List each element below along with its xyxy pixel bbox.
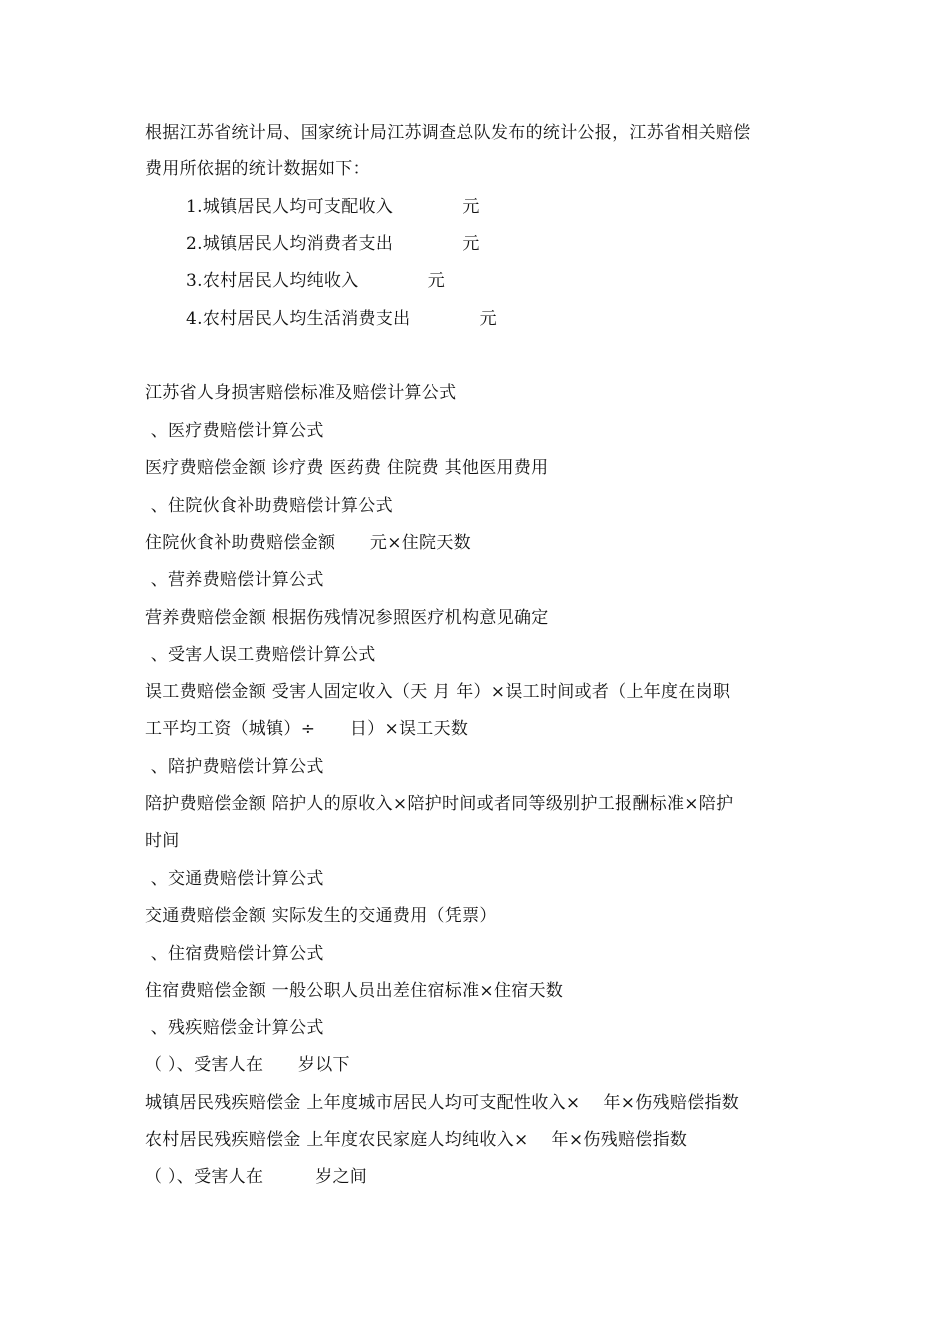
intro-line-1: 根据江苏省统计局、国家统计局江苏调查总队发布的统计公报，江苏省相关赔偿 bbox=[145, 123, 751, 143]
section-line: 、交通费赔偿计算公式 bbox=[145, 869, 324, 889]
stat-item-urban-income: 1.城镇居民人均可支配收入 元 bbox=[186, 197, 480, 217]
section-line: 陪护费赔偿金额 陪护人的原收入×陪护时间或者同等级别护工报酬标准×陪护 bbox=[145, 794, 734, 814]
section-line: 、残疾赔偿金计算公式 bbox=[145, 1018, 324, 1038]
section-line: 交通费赔偿金额 实际发生的交通费用（凭票） bbox=[145, 906, 497, 926]
section-line: 、医疗费赔偿计算公式 bbox=[145, 421, 324, 441]
section-line: 农村居民残疾赔偿金 上年度农民家庭人均纯收入× 年×伤残赔偿指数 bbox=[145, 1130, 688, 1150]
section-line: 、陪护费赔偿计算公式 bbox=[145, 757, 324, 777]
section-line: （ ）、受害人在 岁以下 bbox=[145, 1055, 350, 1075]
intro-line-2: 费用所依据的统计数据如下： bbox=[145, 159, 370, 179]
section-line: 、住院伙食补助费赔偿计算公式 bbox=[145, 496, 393, 516]
section-title: 江苏省人身损害赔偿标准及赔偿计算公式 bbox=[145, 383, 457, 403]
stat-item-rural-expense: 4.农村居民人均生活消费支出 元 bbox=[186, 309, 497, 329]
section-line: 、营养费赔偿计算公式 bbox=[145, 570, 324, 590]
section-line: 营养费赔偿金额 根据伤残情况参照医疗机构意见确定 bbox=[145, 608, 549, 628]
section-line: 误工费赔偿金额 受害人固定收入（天 月 年）×误工时间或者（上年度在岗职 bbox=[145, 682, 731, 702]
section-line: （ ）、受害人在 岁之间 bbox=[145, 1167, 368, 1187]
stat-item-urban-expense: 2.城镇居民人均消费者支出 元 bbox=[186, 234, 480, 254]
section-line: 、住宿费赔偿计算公式 bbox=[145, 944, 324, 964]
section-line: 城镇居民残疾赔偿金 上年度城市居民人均可支配性收入× 年×伤残赔偿指数 bbox=[145, 1093, 740, 1113]
section-line: 工平均工资（城镇）÷ 日）×误工天数 bbox=[145, 719, 469, 739]
section-line: 住院伙食补助费赔偿金额 元×住院天数 bbox=[145, 533, 471, 553]
section-line: 医疗费赔偿金额 诊疗费 医药费 住院费 其他医用费用 bbox=[145, 458, 549, 478]
section-line: 、受害人误工费赔偿计算公式 bbox=[145, 645, 376, 665]
section-line: 住宿费赔偿金额 一般公职人员出差住宿标准×住宿天数 bbox=[145, 981, 564, 1001]
section-line: 时间 bbox=[145, 831, 180, 851]
stat-item-rural-income: 3.农村居民人均纯收入 元 bbox=[186, 271, 446, 291]
